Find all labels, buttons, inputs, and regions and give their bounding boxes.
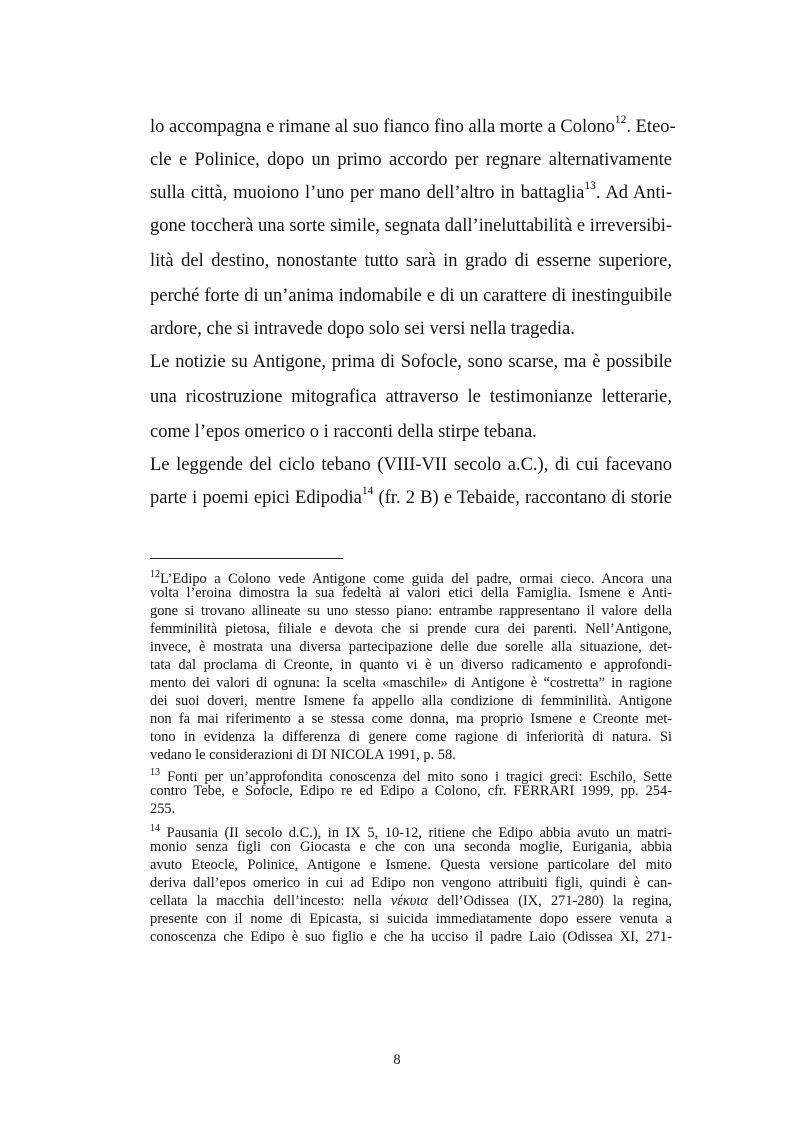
page-number: 8 — [393, 1052, 401, 1068]
footnote-number-14: 14 — [150, 823, 161, 834]
footnote-line: dei suoi doveri, mentre Ismene fa appello alla condizione di femminilità. Antigone — [150, 693, 672, 709]
body-line: lo accompagna e rimane al suo fianco fino alla morte a Colono$^{12}$. Eteo- — [150, 114, 676, 137]
footnote-line: avuto Eteocle, Polinice, Antigone e Ismene. Questa versione particolare del mito — [150, 857, 672, 873]
body-line: perché forte di un’anima indomabile e di un carattere di inestinguibile — [150, 286, 672, 306]
footnote-line: mento dei valori di ognuna: la scelta «maschile» di Antigone è “costretta” in ragione — [150, 675, 672, 691]
body-line: Le leggende del ciclo tebano (VIII-VII secolo a.C.), di cui facevano — [150, 455, 672, 475]
footnote-line: 255. — [150, 801, 176, 817]
footnote-line: deriva dall’epos omerico in cui ad Edipo non vengono attribuiti figli, quindi è can- — [150, 875, 672, 891]
footnote-ref-13[interactable]: 13 — [584, 180, 596, 193]
footnote-line: gone si trovano allineate su uno stesso piano: entrambe rappresentano il valore della — [150, 603, 672, 619]
footnote-line: conoscenza che Edipo è suo figlio e che ha ucciso il padre Laio (Odissea XI, 271- — [150, 929, 672, 945]
footnote-line: $^{13}$ Fonti per un’approfondita conoscenza del mito sono i tragici greci: Eschilo, Sette — [150, 767, 672, 785]
body-line: parte i poemi epici Edipodia$^{14}$ (fr. 2 B) e Tebaide, raccontano di storie — [150, 485, 672, 508]
body-line: come l’epos omerico o i racconti della stirpe tebana. — [150, 422, 537, 442]
footnote-line: tono in evidenza la differenza di genere come ragione di inferiorità di natura. Si — [150, 729, 672, 745]
footnote-separator — [150, 558, 343, 559]
footnote-line: contro Tebe, e Sofocle, Edipo re ed Edipo a Colono, cfr. FERRARI 1999, pp. 254- — [150, 783, 672, 799]
footnote-ref-12[interactable]: 12 — [614, 114, 627, 127]
footnote-ref-14[interactable]: 14 — [361, 485, 374, 498]
footnote-number-12: 12 — [150, 569, 161, 580]
body-line: cle e Polinice, dopo un primo accordo per regnare alternativamente — [150, 150, 672, 170]
body-line: gone toccherà una sorte simile, segnata dall’ineluttabilità e irreversibi- — [150, 216, 672, 236]
footnote-line: cellata la macchia dell’incesto: nella νέκυια dell’Odissea (IX, 271-280) la regina, — [150, 893, 672, 909]
footnote-line: femminilità pietosa, filiale e devota che si prende cura dei parenti. Nell’Antigone, — [150, 621, 672, 637]
footnote-line: presente con il nome di Epicasta, si suicida immediatamente dopo essere venuta a — [150, 911, 672, 927]
greek-term: νέκυια — [390, 893, 428, 909]
body-line: una ricostruzione mitografica attraverso le testimonianze letterarie, — [150, 387, 672, 407]
footnote-line: tata dal proclama di Creonte, in quanto vi è un diverso radicamento e approfondi- — [150, 657, 672, 673]
body-line: Le notizie su Antigone, prima di Sofocle, sono scarse, ma è possibile — [150, 352, 672, 372]
body-line: lità del destino, nonostante tutto sarà in grado di esserne superiore, — [150, 251, 672, 271]
body-line: sulla città, muoiono l’uno per mano dell’altro in battaglia$^{13}$. Ad Anti- — [150, 180, 672, 203]
footnote-line: $^{14}$ Pausania (II secolo d.C.), in IX 5, 10-12, ritiene che Edipo abbia avuto un matri- — [150, 823, 672, 841]
footnote-line: invece, è mostrata una diversa partecipazione delle due sorelle alla situazione, det- — [150, 639, 672, 655]
body-line: ardore, che si intravede dopo solo sei versi nella tragedia. — [150, 319, 575, 339]
footnote-line: non fa mai riferimento a se stessa come donna, ma proprio Ismene e Creonte met- — [150, 711, 672, 727]
footnote-line: vedano le considerazioni di DI NICOLA 1991, p. 58. — [150, 747, 456, 763]
footnote-line: monio senza figli con Giocasta e che con una seconda moglie, Eurigania, abbia — [150, 839, 672, 855]
footnote-line: $^{12}$L’Edipo a Colono vede Antigone come guida del padre, ormai cieco. Ancora una — [150, 569, 672, 587]
footnote-number-13: 13 — [150, 767, 161, 778]
footnote-line: volta l’eroina dimostra la sua fedeltà ai valori etici della Famiglia. Ismene e Anti- — [150, 585, 672, 601]
